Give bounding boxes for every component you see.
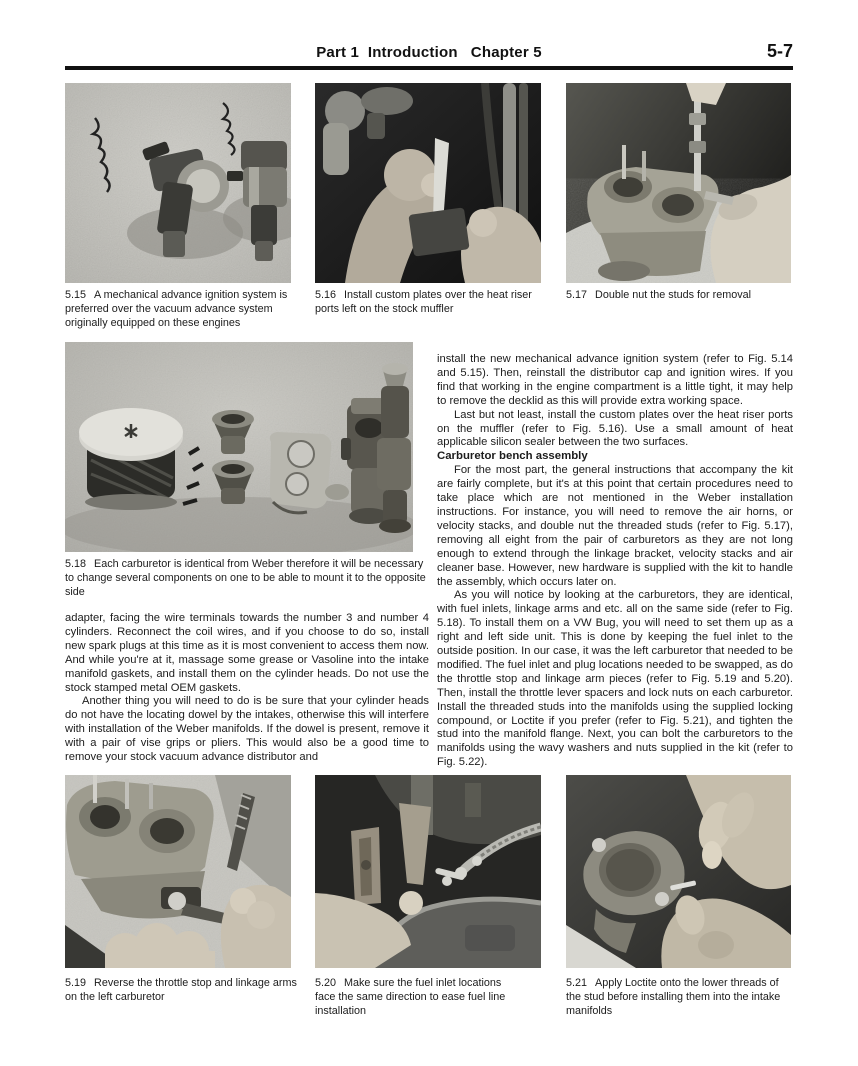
header-rule (65, 66, 793, 70)
body-paragraph: Last but not least, install the custom plates over the heat riser ports on the muffler (refer to Fig. 5.16). Use a small amount of heat applicable silicon sealer between the two surfaces. (437, 408, 793, 449)
figure-5-19-photo (65, 775, 291, 968)
page-number: 5-7 (766, 41, 793, 61)
figure-caption-text: Each carburetor is identical from Weber therefore it will be necessary to change several components on one to be able to mount it to the opposite side (65, 558, 426, 598)
figure-5-21-caption (566, 977, 796, 1018)
figure-caption-text: Make sure the fuel inlet locations face the same direction to ease fuel line installation (315, 977, 506, 1017)
figure-label: 5.15 (65, 289, 87, 301)
left-column (65, 612, 429, 765)
figure-5-16-caption (315, 289, 551, 317)
body-paragraph: For the most part, the general instructions that accompany the kit are fairly complete, but it's at this point that certain procedures need to take place which are not mentioned in the Weber installation instructions. For instance, you will need to remove the air horns, or velocity stacks, and double nut the threaded studs (refer to Fig. 5.17), removing all eight from the pair of carburetors as they are not long enough to extend through the linkage bracket, velocity stacks and air cleaner base. However, new hardware is supplied with the kit to handle the assembly, which occurs later on. (437, 464, 793, 588)
figure-caption-text: Install custom plates over the heat riser ports left on the stock muffler (315, 289, 532, 315)
section-heading: Carburetor bench assembly (437, 450, 588, 463)
figure-caption-text: A mechanical advance ignition system is preferred over the vacuum advance system originally equipped on these engines (65, 289, 288, 329)
figure-5-17-caption (566, 289, 796, 303)
body-paragraph: adapter, facing the wire terminals towards the number 3 and number 4 cylinders. Reconnect the coil wires, and if you choose to do so, install new spark plugs at this time as it is most convenient to access them now. And while you're at it, massage some grease or Vasoline into the intake manifold gaskets, and install them on the cylinder heads. Do not use the stock stamped metal OEM gaskets. (65, 612, 429, 694)
figure-caption-text: Apply Loctite onto the lower threads of the stud before installing them into the intake manifolds (566, 977, 781, 1017)
figure-label: 5.19 (65, 977, 87, 989)
figure-5-17-photo (566, 83, 791, 283)
figure-5-18-caption (65, 558, 427, 599)
figure-label: 5.17 (566, 289, 588, 301)
figure-label: 5.16 (315, 289, 337, 301)
page-header-title: Part 1 Introduction Chapter 5 (316, 44, 542, 61)
figure-5-16-photo (315, 83, 541, 283)
figure-caption-text: Double nut the studs for removal (595, 289, 752, 301)
figure-caption-text: Reverse the throttle stop and linkage arms on the left carburetor (65, 977, 297, 1003)
figure-5-18-photo (65, 342, 413, 552)
figure-5-19-caption (65, 977, 297, 1005)
figure-5-20-caption (315, 977, 521, 1018)
body-paragraph: As you will notice by looking at the carburetors, they are identical, with fuel inlets, linkage arms and etc. all on the same side (refer to Fig. 5.18). To install them on a VW Bug, you will need to set them up as a right and left side unit. This is done by keeping the fuel inlet to the outside position. In our case, it was the left carburetor that needed to be modified. The fuel inlet and plug locations needed to be swapped, as do the throttle stop and linkage arm pieces (refer to Fig. 5.19 and 5.20). Then, install the throttle lever spacers and lock nuts on each carburetor. Install the threaded studs into the manifolds using the supplied locking compound, or Loctite if you prefer (refer to Fig. 5.21), and tighten the stud into the manifold flange. Next, you can bolt the carburetors to the manifolds using the wavy washers and nuts supplied in the kit (refer to Fig. 5.22). (437, 589, 793, 769)
right-column (437, 353, 793, 770)
figure-5-15-caption (65, 289, 297, 330)
figure-5-21-photo (566, 775, 791, 968)
figure-label: 5.21 (566, 977, 588, 989)
figure-label: 5.20 (315, 977, 337, 989)
figure-label: 5.18 (65, 558, 87, 570)
body-paragraph: install the new mechanical advance ignition system (refer to Fig. 5.14 and 5.15). Then, reinstall the distributor cap and ignition wires. If you find that working in the engine compartment is a little tight, it may help to remove the decklid as this will provide extra working space. (437, 353, 793, 407)
figure-5-15-photo (65, 83, 291, 283)
air-cleaner (79, 408, 183, 510)
figure-5-20-photo (315, 775, 541, 968)
body-paragraph: Another thing you will need to do is be sure that your cylinder heads do not have the locating dowel by the intakes, otherwise this will interfere with installation of the Weber manifolds. If the dowel is present, remove it with a pair of vise grips or pliers. This would also be a good time to remove your stock vacuum advance distributor and (65, 695, 429, 764)
